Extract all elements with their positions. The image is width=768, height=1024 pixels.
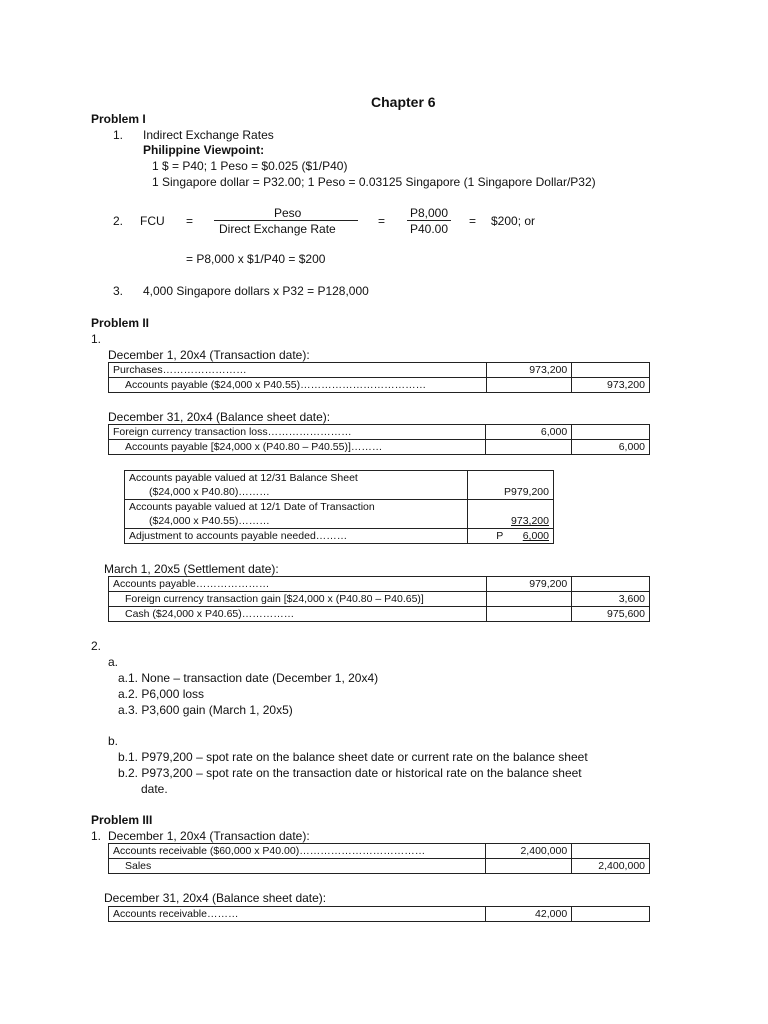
account-cell: Foreign currency transaction gain [$24,000 x (P40.80 – P40.65)] [109, 592, 487, 607]
credit-cell [572, 363, 650, 378]
debit-cell [486, 378, 572, 393]
sub-item: b.2. P973,200 – spot rate on the transaction date or historical rate on the balance sheet [118, 766, 582, 780]
account-cell: Foreign currency transaction loss…………………… [109, 425, 486, 440]
table-row [109, 607, 650, 622]
account-cell: Accounts payable ($24,000 x P40.55)……………………………… [109, 378, 487, 393]
amount-value: 6,000 [522, 530, 549, 542]
rate-line: 1 $ = P40; 1 Peso = $0.025 ($1/P40) [152, 159, 348, 173]
item-number: 2. [113, 214, 124, 228]
account-cell: Cash ($24,000 x P40.65)…………… [109, 607, 487, 622]
account-cell: Accounts receivable ($60,000 x P40.00)……………………………… [109, 844, 486, 859]
sub-item: a.2. P6,000 loss [118, 687, 205, 701]
table-row [109, 592, 650, 607]
description-line: Accounts payable valued at 12/31 Balance Sheet [129, 472, 358, 484]
item-number: 1. [91, 332, 102, 346]
formula-alt: = P8,000 x $1/P40 = $200 [186, 252, 326, 266]
problem-1-heading: Problem I [91, 112, 146, 126]
account-cell: Accounts payable [$24,000 x (P40.80 – P40.55)]……… [109, 440, 486, 455]
sub-item-continuation: date. [141, 782, 168, 796]
debit-cell: 973,200 [486, 363, 572, 378]
formula-label: FCU [140, 214, 165, 228]
description-line: ($24,000 x P40.55)……… [149, 515, 270, 527]
account-cell: Purchases…………………… [109, 363, 487, 378]
amount-cell: P979,200 [468, 471, 554, 500]
journal-entry-table [108, 906, 650, 922]
viewpoint-heading: Philippine Viewpoint: [143, 143, 265, 157]
rate-line: 1 Singapore dollar = P32.00; 1 Peso = 0.03125 Singapore (1 Singapore Dollar/P32) [152, 175, 596, 189]
equals-sign: = [378, 214, 386, 228]
entry-date-label: December 1, 20x4 (Transaction date): [108, 829, 310, 843]
credit-cell: 975,600 [572, 607, 650, 622]
fraction-bar [407, 220, 451, 221]
credit-cell: 6,000 [572, 440, 650, 455]
description-line: ($24,000 x P40.80)……… [149, 486, 270, 498]
sub-item: b.1. P979,200 – spot rate on the balance sheet date or current rate on the balance sheet [118, 750, 588, 764]
description-cell [125, 500, 468, 529]
credit-cell: 2,400,000 [572, 859, 650, 874]
credit-cell [572, 907, 650, 922]
fraction-denominator: P40.00 [410, 222, 449, 236]
table-row [109, 425, 650, 440]
journal-entry-table [108, 576, 650, 622]
table-row [109, 907, 650, 922]
table-row [125, 500, 554, 529]
formula-result: $200; or [491, 214, 536, 228]
equals-sign: = [186, 214, 194, 228]
description-line: Accounts payable valued at 12/1 Date of Transaction [129, 501, 375, 513]
amount-cell [468, 529, 554, 544]
table-row [109, 859, 650, 874]
table-row [109, 378, 650, 393]
amount-cell [468, 500, 554, 529]
debit-cell: 6,000 [486, 425, 572, 440]
debit-cell [486, 859, 572, 874]
table-row [109, 577, 650, 592]
credit-cell [572, 577, 650, 592]
debit-cell [486, 592, 572, 607]
item-number: 1. [91, 829, 102, 843]
fraction-denominator: Direct Exchange Rate [219, 222, 336, 236]
entry-date-label: December 31, 20x4 (Balance sheet date): [104, 891, 327, 905]
fraction-numerator: Peso [274, 206, 302, 220]
item-text: 4,000 Singapore dollars x P32 = P128,000 [143, 284, 369, 298]
table-row [125, 471, 554, 500]
debit-cell: 2,400,000 [486, 844, 572, 859]
debit-cell [486, 440, 572, 455]
journal-entry-table [108, 362, 650, 393]
journal-entry-table [108, 843, 650, 874]
item-number: 3. [113, 284, 124, 298]
equals-sign: = [469, 214, 477, 228]
problem-2-heading: Problem II [91, 316, 150, 330]
credit-cell: 3,600 [572, 592, 650, 607]
table-row [109, 440, 650, 455]
credit-cell: 973,200 [572, 378, 650, 393]
entry-date-label: March 1, 20x5 (Settlement date): [104, 562, 279, 576]
table-row [125, 529, 554, 544]
page-title: Chapter 6 [371, 94, 436, 110]
credit-cell [572, 844, 650, 859]
sub-item: a.3. P3,600 gain (March 1, 20x5) [118, 703, 293, 717]
item-number: 2. [91, 639, 102, 653]
account-cell: Sales [109, 859, 486, 874]
currency-prefix: P [496, 530, 504, 542]
sub-item-letter: a. [108, 655, 119, 669]
debit-cell: 42,000 [486, 907, 572, 922]
sub-item-letter: b. [108, 734, 119, 748]
item-text: Indirect Exchange Rates [143, 128, 274, 142]
sub-item: a.1. None – transaction date (December 1, 20x4) [118, 671, 379, 685]
entry-date-label: December 31, 20x4 (Balance sheet date): [108, 410, 331, 424]
adjustment-table [124, 470, 554, 544]
amount-value: 973,200 [511, 515, 549, 527]
description-cell [125, 471, 468, 500]
fraction-bar [214, 220, 358, 221]
fraction-numerator: P8,000 [410, 206, 449, 220]
debit-cell [486, 607, 572, 622]
problem-3-heading: Problem III [91, 813, 153, 827]
table-row [109, 844, 650, 859]
journal-entry-table [108, 424, 650, 455]
entry-date-label: December 1, 20x4 (Transaction date): [108, 348, 310, 362]
debit-cell: 979,200 [486, 577, 572, 592]
account-cell: Accounts payable………………… [109, 577, 487, 592]
table-row [109, 363, 650, 378]
account-cell: Accounts receivable……… [109, 907, 486, 922]
credit-cell [572, 425, 650, 440]
description-cell: Adjustment to accounts payable needed……… [125, 529, 468, 544]
item-number: 1. [113, 128, 124, 142]
